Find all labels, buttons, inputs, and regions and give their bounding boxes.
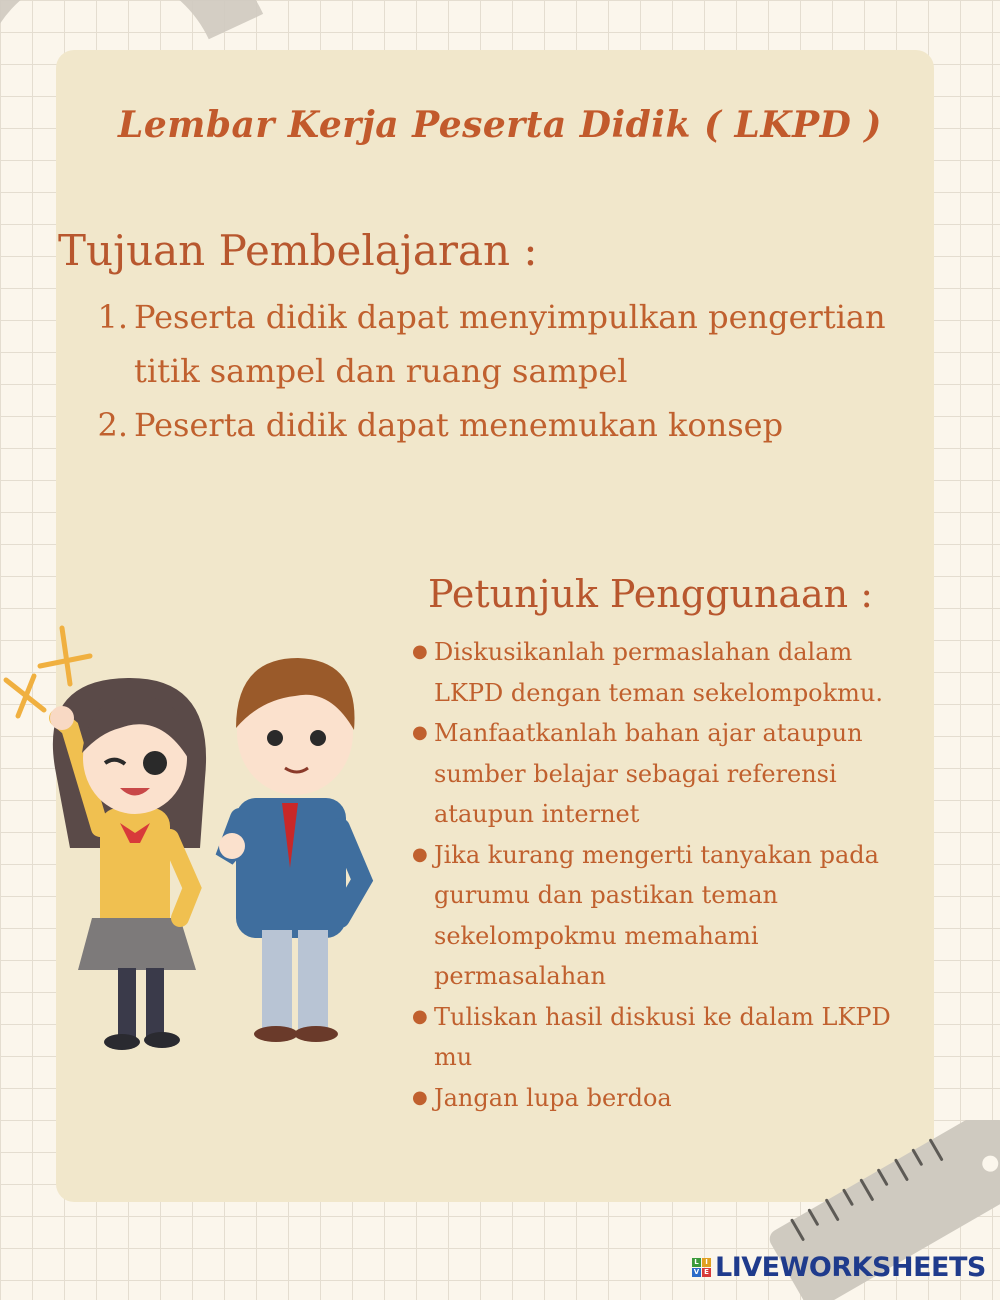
instruction-item — [412, 997, 912, 1078]
goal-text: Peserta didik dapat menyimpulkan pengertian titik sampel dan ruang sampel — [134, 298, 886, 390]
bullet-icon: ● — [412, 1005, 428, 1027]
liveworksheets-logo — [692, 1252, 986, 1283]
instruction-text: Tuliskan hasil diskusi ke dalam LKPD mu — [434, 1002, 891, 1071]
brand-logo-letter: V — [693, 1268, 700, 1276]
instruction-text: Manfaatkanlah bahan ajar ataupun sumber belajar sebagai referensi ataupun internet — [434, 719, 863, 828]
instructions-list — [412, 632, 912, 1118]
instruction-item — [412, 835, 912, 997]
instruction-item — [412, 632, 912, 713]
learning-goals-list — [88, 290, 918, 452]
instruction-text: Jika kurang mengerti tanyakan pada gurumu dan pastikan teman sekelompokmu memahami permasalahan — [434, 840, 879, 990]
learning-goal-item — [88, 398, 918, 452]
goal-number: 1. — [97, 298, 128, 336]
instruction-text: Diskusikanlah permaslahan dalam LKPD dengan teman sekelompokmu. — [434, 638, 884, 707]
bullet-icon: ● — [412, 722, 428, 743]
page-title: Lembar Kerja Peserta Didik ( LKPD ) — [118, 104, 882, 146]
brand-logo-letter: I — [702, 1258, 711, 1267]
learning-goal-item — [88, 290, 918, 398]
boy-character-icon — [219, 658, 362, 1042]
instruction-text: Jangan lupa berdoa — [434, 1083, 672, 1112]
brand-logo-letter: E — [702, 1268, 711, 1277]
learning-goals-heading: Tujuan Pembelajaran : — [58, 226, 538, 275]
instructions-heading: Petunjuk Penggunaan : — [428, 572, 874, 616]
brand-logo-icon — [692, 1258, 711, 1277]
bullet-icon: ● — [412, 843, 428, 865]
brand-logo-letter: L — [692, 1258, 701, 1267]
goal-text: Peserta didik dapat menemukan konsep — [134, 406, 784, 444]
instruction-item — [412, 1078, 912, 1119]
brand-name: LIVEWORKSHEETS — [715, 1252, 986, 1283]
girl-character-icon — [50, 678, 206, 1050]
instruction-item — [412, 713, 912, 835]
students-illustration — [0, 618, 400, 1068]
goal-number: 2. — [97, 406, 128, 444]
bullet-icon: ● — [412, 641, 428, 662]
bullet-icon: ● — [412, 1086, 428, 1108]
